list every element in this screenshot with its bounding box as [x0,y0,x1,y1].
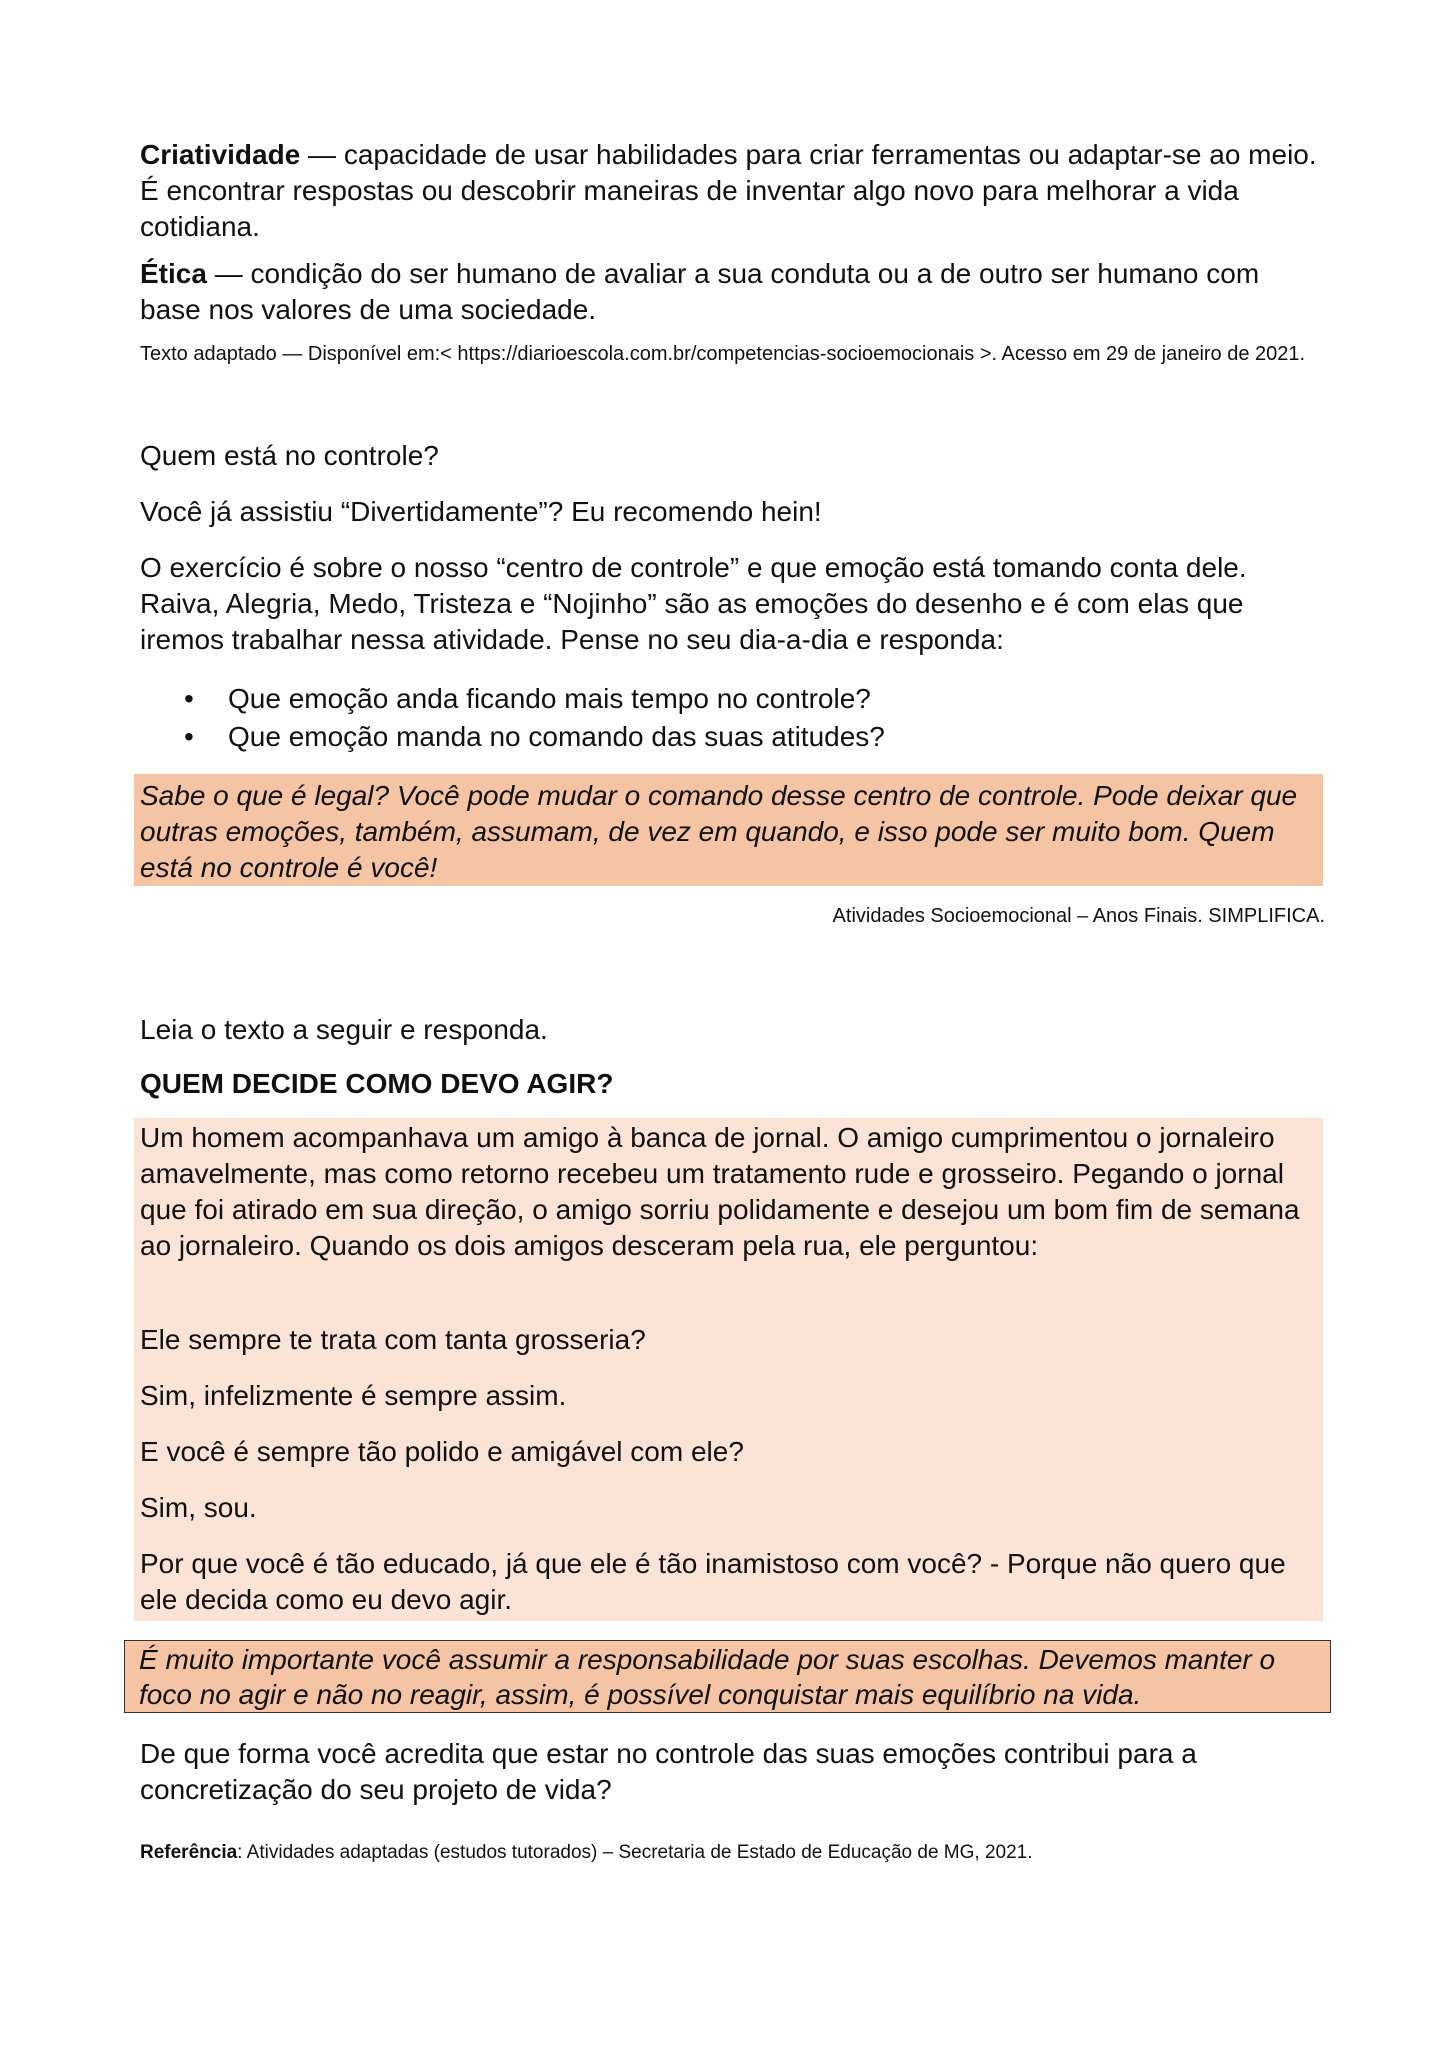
final-question: De que forma você acredita que estar no controle das suas emoções contribui para a concretização do seu projeto de vida? [140,1738,1197,1805]
dialogue-line: Sim, infelizmente é sempre assim. [140,1380,567,1411]
intro-text: Você já assistiu “Divertidamente”? Eu recomendo hein! [140,496,822,527]
question-list [140,680,1320,756]
dialogue-line: Sim, sou. [140,1492,257,1523]
reference-label: Referência [140,1842,238,1863]
reflection-box [124,1640,1331,1713]
bullet-text: Que emoção manda no comando das suas atitudes? [228,721,885,752]
term-etica: Ética [140,258,207,289]
reference-text: : Atividades adaptadas (estudos tutorados) – Secretaria de Estado de Educação de MG, 2021. [237,1842,1033,1863]
bullet-icon: • [184,683,194,714]
definition-etica [140,256,1325,328]
exercise-paragraph: O exercício é sobre o nosso “centro de controle” e que emoção está tomando conta dele. Raiva, Alegria, Medo, Tristeza e “Nojinho” são as emoções do desenho e é com elas que iremos trabalhar nessa atividade. Pense no seu dia-a-dia e responda: [140,552,1247,655]
reflection-text: É muito importante você assumir a responsabilidade por suas escolhas. Devemos manter o foco no agir e não no reagir, assim, é possível conquistar mais equilíbrio na vida. [139,1644,1276,1710]
section-title: Quem está no controle? [140,440,439,471]
definition-criatividade-text: — capacidade de usar habilidades para criar ferramentas ou adaptar-se ao meio. É encontrar respostas ou descobrir maneiras de inventar algo novo para melhorar a vida cotidiana. [140,139,1317,242]
story-paragraph: Um homem acompanhava um amigo à banca de jornal. O amigo cumprimentou o jornaleiro amavelmente, mas como retorno recebeu um tratamento rude e grosseiro. Pegando o jornal que foi atirado em sua direção, o amigo sorriu polidamente e desejou um bom fim de semana ao jornaleiro. Quando os dois amigos desceram pela rua, ele perguntou: [140,1122,1300,1261]
highlight-text: Sabe o que é legal? Você pode mudar o comando desse centro de controle. Pode deixar que outras emoções, também, assumam, de vez em quando, e isso pode ser muito bom. Quem está no controle é você! [140,780,1298,883]
source-note: Texto adaptado — Disponível em:< https://diarioescola.com.br/competencias-socioemocionais >. Acesso em 29 de janeiro de 2021. [140,343,1306,365]
term-criatividade: Criatividade [140,139,301,170]
dialogue-line: Por que você é tão educado, já que ele é tão inamistoso com você? - Porque não quero que ele decida como eu devo agir. [140,1548,1286,1615]
dialogue-line: E você é sempre tão polido e amigável com ele? [140,1436,744,1467]
definition-criatividade [140,137,1325,245]
list-item [140,680,1320,718]
story-heading: QUEM DECIDE COMO DEVO AGIR? [140,1068,614,1099]
reading-instruction: Leia o texto a seguir e responda. [140,1014,548,1045]
dialogue-line: Ele sempre te trata com tanta grosseria? [140,1324,646,1355]
bullet-icon: • [184,721,194,752]
credit-line: Atividades Socioemocional – Anos Finais. SIMPLIFICA. [832,905,1325,927]
highlight-box [134,774,1323,886]
reference-line [140,1840,1325,1866]
list-item [140,718,1320,756]
bullet-text: Que emoção anda ficando mais tempo no controle? [228,683,871,714]
definition-etica-text: — condição do ser humano de avaliar a sua conduta ou a de outro ser humano com base nos valores de uma sociedade. [140,258,1260,325]
